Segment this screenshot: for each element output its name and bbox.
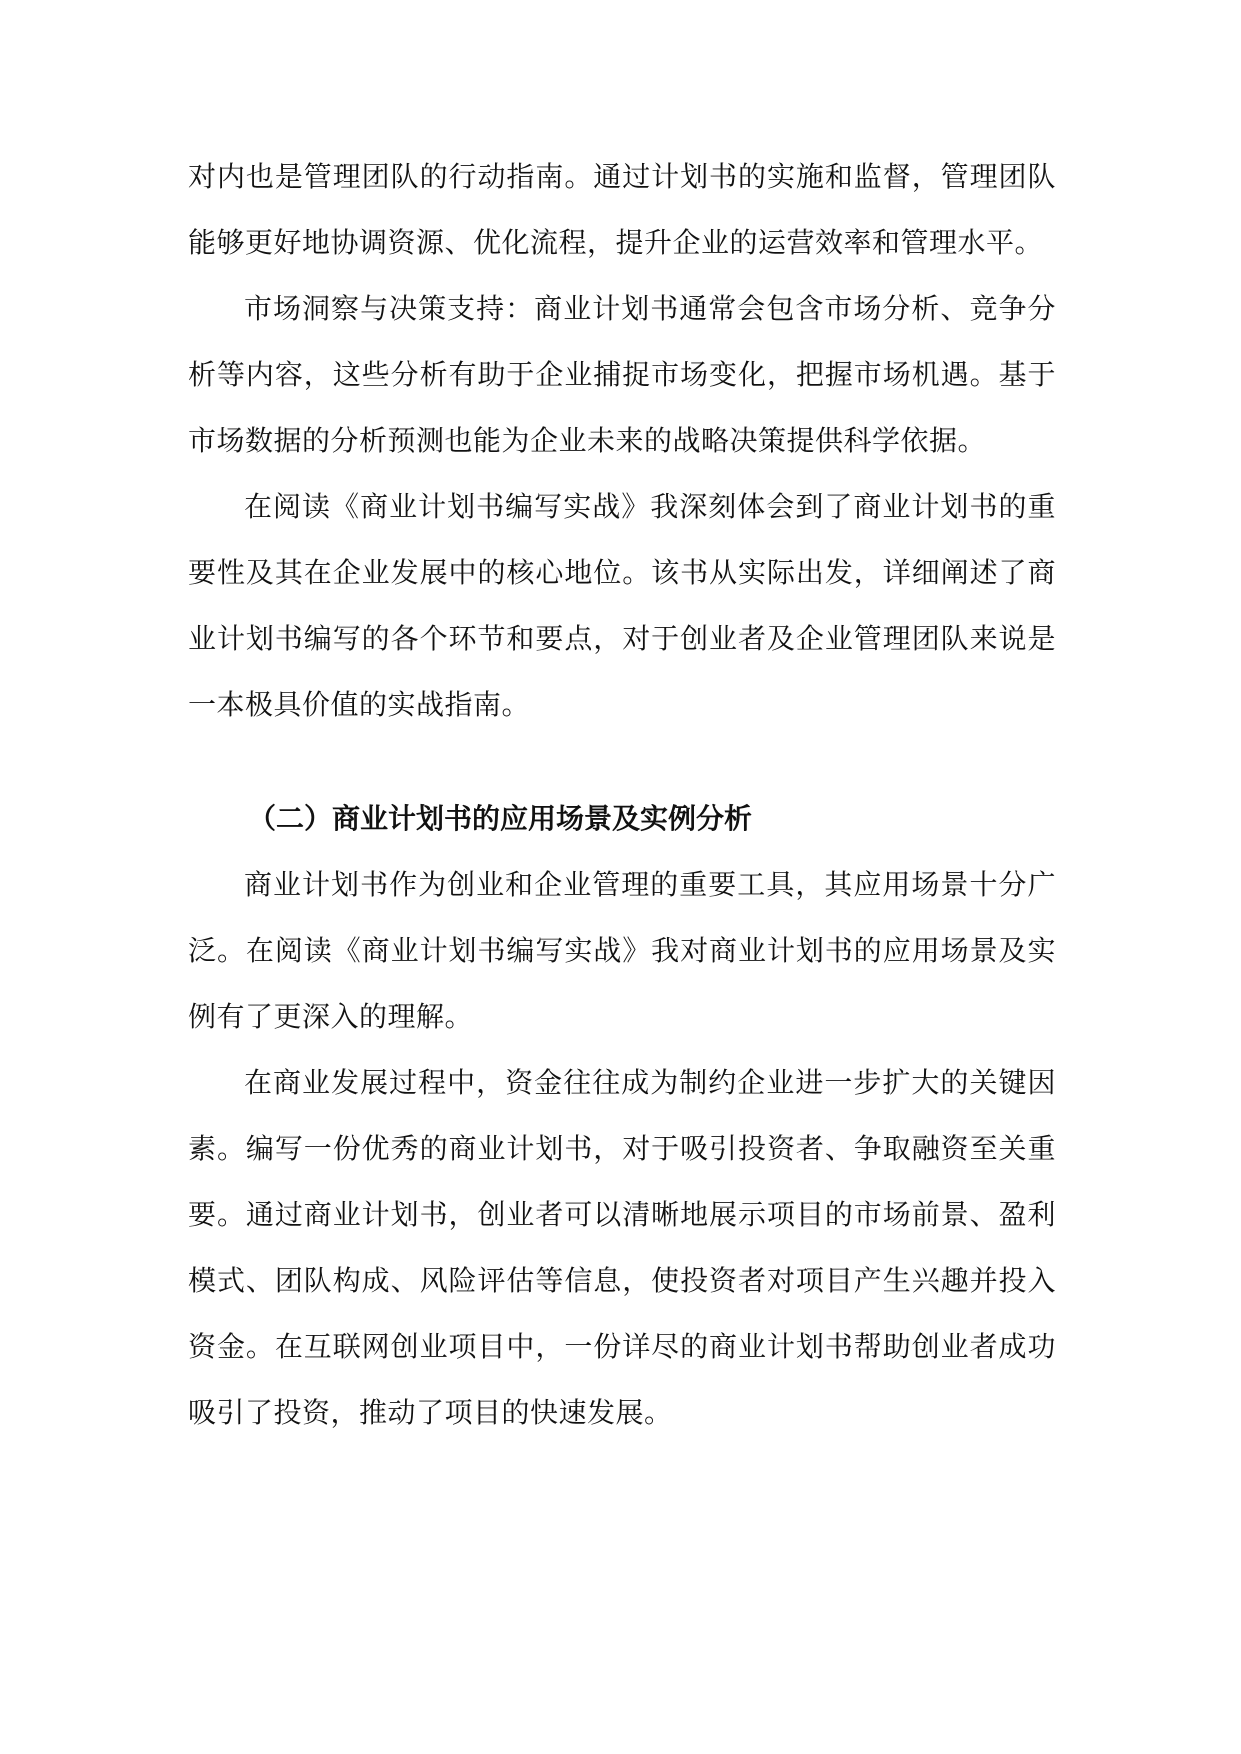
text-line: 要。通过商业计划书，创业者可以清晰地展示项目的市场前景、盈利 [188,1198,1056,1231]
text-line: 一本极具价值的实战指南。 [188,688,531,721]
text-line: 在阅读《商业计划书编写实战》我深刻体会到了商业计划书的重 [244,490,1056,523]
text-line: 析等内容，这些分析有助于企业捕捉市场变化，把握市场机遇。基于 [188,358,1056,391]
text-line: 素。编写一份优秀的商业计划书，对于吸引投资者、争取融资至关重 [188,1132,1056,1165]
paragraph-market-insight [188,276,1056,474]
text-line: 市场洞察与决策支持：商业计划书通常会包含市场分析、竞争分 [244,292,1056,325]
text-line: 吸引了投资，推动了项目的快速发展。 [188,1396,673,1429]
text-line: 例有了更深入的理解。 [188,1000,474,1033]
text-line: 泛。在阅读《商业计划书编写实战》我对商业计划书的应用场景及实 [188,934,1056,967]
text-line: 要性及其在企业发展中的核心地位。该书从实际出发，详细阐述了商 [188,556,1056,589]
section-heading: （二）商业计划书的应用场景及实例分析 [248,802,753,835]
document-body [188,144,1056,1446]
text-line: 对内也是管理团队的行动指南。通过计划书的实施和监督，管理团队 [188,160,1056,193]
paragraph-financing [188,1050,1056,1446]
text-line: 能够更好地协调资源、优化流程，提升企业的运营效率和管理水平。 [188,226,1044,259]
text-line: 资金。在互联网创业项目中，一份详尽的商业计划书帮助创业者成功 [188,1330,1056,1363]
paragraph-application-scenarios [188,852,1056,1050]
text-line: 业计划书编写的各个环节和要点，对于创业者及企业管理团队来说是 [188,622,1056,655]
text-line: 商业计划书作为创业和企业管理的重要工具，其应用场景十分广 [244,868,1056,901]
paragraph-management-guide [188,144,1056,276]
text-line: 模式、团队构成、风险评估等信息，使投资者对项目产生兴趣并投入 [188,1264,1056,1297]
paragraph-reading-reflection [188,474,1056,738]
text-line: 市场数据的分析预测也能为企业未来的战略决策提供科学依据。 [188,424,987,457]
text-line: 在商业发展过程中，资金往往成为制约企业进一步扩大的关键因 [244,1066,1056,1099]
